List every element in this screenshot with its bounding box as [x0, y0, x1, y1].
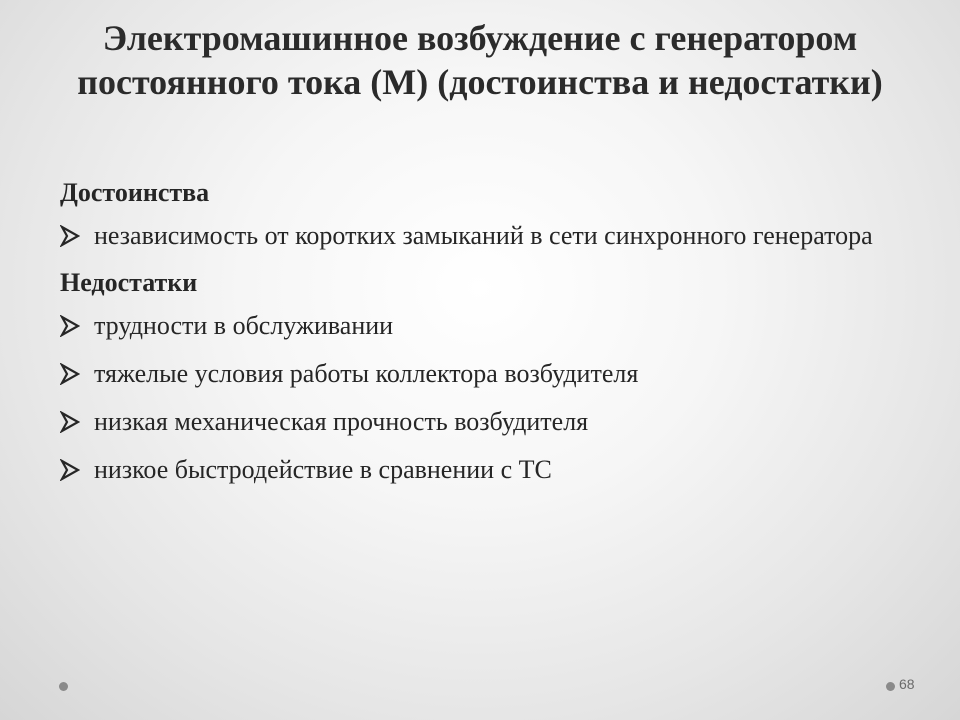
bullet-text: низкое быстродействие в сравнении с ТС [94, 455, 552, 484]
bullet-item [60, 217, 920, 255]
arrowhead-bullet-icon [60, 355, 86, 393]
bullet-text: трудности в обслуживании [94, 311, 394, 340]
slide-title: Электромашинное возбуждение с генератором постоянного тока (М) (достоинства и недостатки) [77, 18, 883, 102]
page-number: 68 [899, 676, 915, 692]
bullet-item [60, 403, 920, 441]
section-heading-disadvantages: Недостатки [60, 268, 198, 297]
arrowhead-bullet-icon [60, 451, 86, 489]
section-heading-advantages: Достоинства [60, 178, 210, 207]
footer-left-dot-icon [59, 682, 68, 691]
arrowhead-bullet-icon [60, 217, 86, 255]
bullet-text: тяжелые условия работы коллектора возбудителя [94, 359, 639, 388]
footer-right-dot-icon [886, 682, 895, 691]
bullet-item [60, 355, 920, 393]
arrowhead-bullet-icon [60, 307, 86, 345]
bullet-text: низкая механическая прочность возбудителя [94, 407, 589, 436]
bullet-item [60, 307, 920, 345]
bullet-text: независимость от коротких замыканий в сети синхронного генератора [94, 221, 873, 250]
arrowhead-bullet-icon [60, 403, 86, 441]
bullet-item [60, 451, 920, 489]
slide-content [60, 175, 920, 499]
